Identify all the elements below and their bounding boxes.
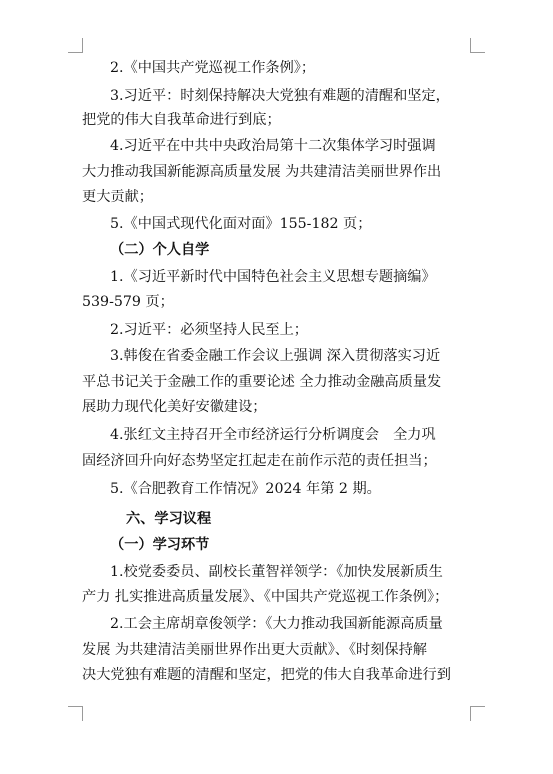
text-line: 更大贡献； (82, 189, 153, 205)
text-line: 5.《合肥教育工作情况》2024 年第 2 期。 (110, 481, 381, 497)
text-line: 3.习近平：时刻保持解决大党独有难题的清醒和坚定， (110, 88, 450, 104)
text-line: 4.张红文主持召开全市经济运行分析调度会 全力巩 (110, 427, 436, 443)
page-corner-mark-bottom-right (470, 706, 485, 721)
text-line: 产力 扎实推进高质量发展》、《中国共产党巡视工作条例》； (82, 589, 449, 605)
text-line: 决大党独有难题的清醒和坚定，把党的伟大自我革命进行到 (82, 667, 451, 683)
section-heading: （二）个人自学 (110, 242, 210, 258)
text-line: 3.韩俊在省委金融工作会议上强调 深入贯彻落实习近 (110, 348, 441, 364)
text-line: 1.《习近平新时代中国特色社会主义思想专题摘编》 (110, 269, 436, 285)
text-line: 2.习近平：必须坚持人民至上； (110, 322, 308, 338)
text-line: 展助力现代化美好安徽建设； (82, 399, 267, 415)
page-corner-mark-top-right (470, 38, 485, 53)
text-line: 2.工会主席胡章俊领学：《大力推动我国新能源高质量 (110, 616, 443, 632)
text-line: 5.《中国式现代化面对面》155-182 页； (110, 216, 372, 232)
text-line: 把党的伟大自我革命进行到底； (82, 112, 281, 128)
text-line: 2.《中国共产党巡视工作条例》； (110, 60, 316, 76)
text-line: 539-579 页； (82, 294, 174, 310)
text-line: 固经济回升向好态势坚定扛起走在前作示范的责任担当； (82, 453, 437, 469)
page-corner-mark-top-left (68, 38, 83, 53)
text-line: 1.校党委委员、副校长董智祥领学：《加快发展新质生 (110, 564, 443, 580)
section-heading: （一）学习环节 (110, 537, 210, 553)
text-line: 发展 为共建清洁美丽世界作出更大贡献》、《时刻保持解 (82, 642, 427, 658)
section-heading: 六、学习议程 (126, 511, 212, 527)
text-line: 平总书记关于金融工作的重要论述 全力推动金融高质量发 (82, 374, 442, 390)
text-line: 4.习近平在中共中央政治局第十二次集体学习时强调 (110, 138, 436, 154)
text-line: 大力推动我国新能源高质量发展 为共建清洁美丽世界作出 (82, 164, 442, 180)
page-corner-mark-bottom-left (68, 706, 83, 721)
